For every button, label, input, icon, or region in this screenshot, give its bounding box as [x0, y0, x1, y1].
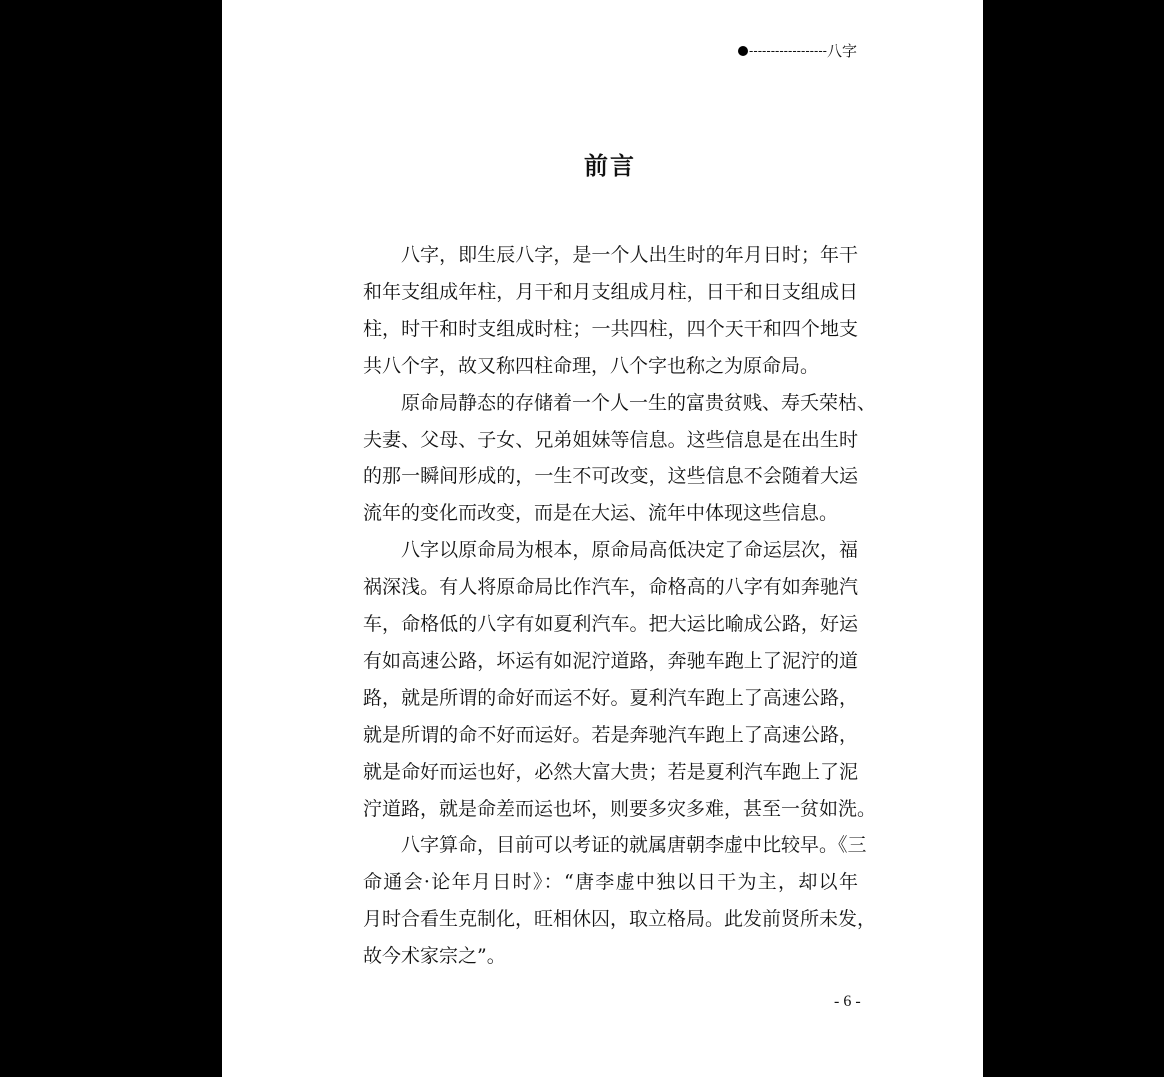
- header-dashes: ------------------: [749, 43, 827, 58]
- page-number: - 6 -: [834, 993, 861, 1010]
- running-header: [738, 40, 857, 61]
- text-line: 八字以原命局为根本，原命局高低决定了命运层次，福: [401, 539, 858, 562]
- text-line: 八字算命，目前可以考证的就属唐朝李虚中比较早。《三: [401, 834, 867, 857]
- text-line: 夫妻、父母、子女、兄弟姐妹等信息。这些信息是在出生时: [363, 428, 858, 451]
- text-line: 共八个字，故又称四柱命理，八个字也称之为原命局。: [363, 354, 820, 377]
- text-line: 故今术家宗之”。: [363, 945, 506, 968]
- text-line: 命通会·论年月日时》：“唐李虚中独以日干为主，却以年: [363, 871, 858, 894]
- bullet-dot-icon: [738, 46, 748, 56]
- text-line: 有如高速公路，坏运有如泥泞道路，奔驰车跑上了泥泞的道: [363, 649, 858, 672]
- header-label: 八字: [826, 42, 857, 60]
- text-line: 的那一瞬间形成的，一生不可改变，这些信息不会随着大运: [363, 465, 858, 488]
- text-line: 路，就是所谓的命好而运不好。夏利汽车跑上了高速公路，: [363, 686, 858, 709]
- text-line: 祸深浅。有人将原命局比作汽车，命格高的八字有如奔驰汽: [363, 576, 858, 599]
- document-page: [222, 0, 983, 1077]
- text-line: 流年的变化而改变，而是在大运、流年中体现这些信息。: [363, 502, 839, 525]
- text-line: 泞道路，就是命差而运也坏，则要多灾多难，甚至一贫如洗。: [363, 797, 877, 820]
- text-line: 就是命好而运也好，必然大富大贵；若是夏利汽车跑上了泥: [363, 760, 858, 783]
- text-line: 就是所谓的命不好而运好。若是奔驰汽车跑上了高速公路，: [363, 723, 858, 746]
- text-line: 八字，即生辰八字，是一个人出生时的年月日时；年干: [401, 244, 858, 266]
- text-line: 和年支组成年柱，月干和月支组成月柱，日干和日支组成日: [363, 280, 858, 303]
- page-title: 前言: [584, 151, 636, 180]
- text-line: 原命局静态的存储着一个人一生的富贵贫贱、寿夭荣枯、: [401, 391, 877, 414]
- text-line: 柱，时干和时支组成时柱；一共四柱，四个天干和四个地支: [363, 317, 858, 340]
- text-line: 月时合看生克制化，旺相休囚，取立格局。此发前贤所未发，: [363, 908, 877, 931]
- text-line: 车，命格低的八字有如夏利汽车。把大运比喻成公路，好运: [363, 613, 858, 635]
